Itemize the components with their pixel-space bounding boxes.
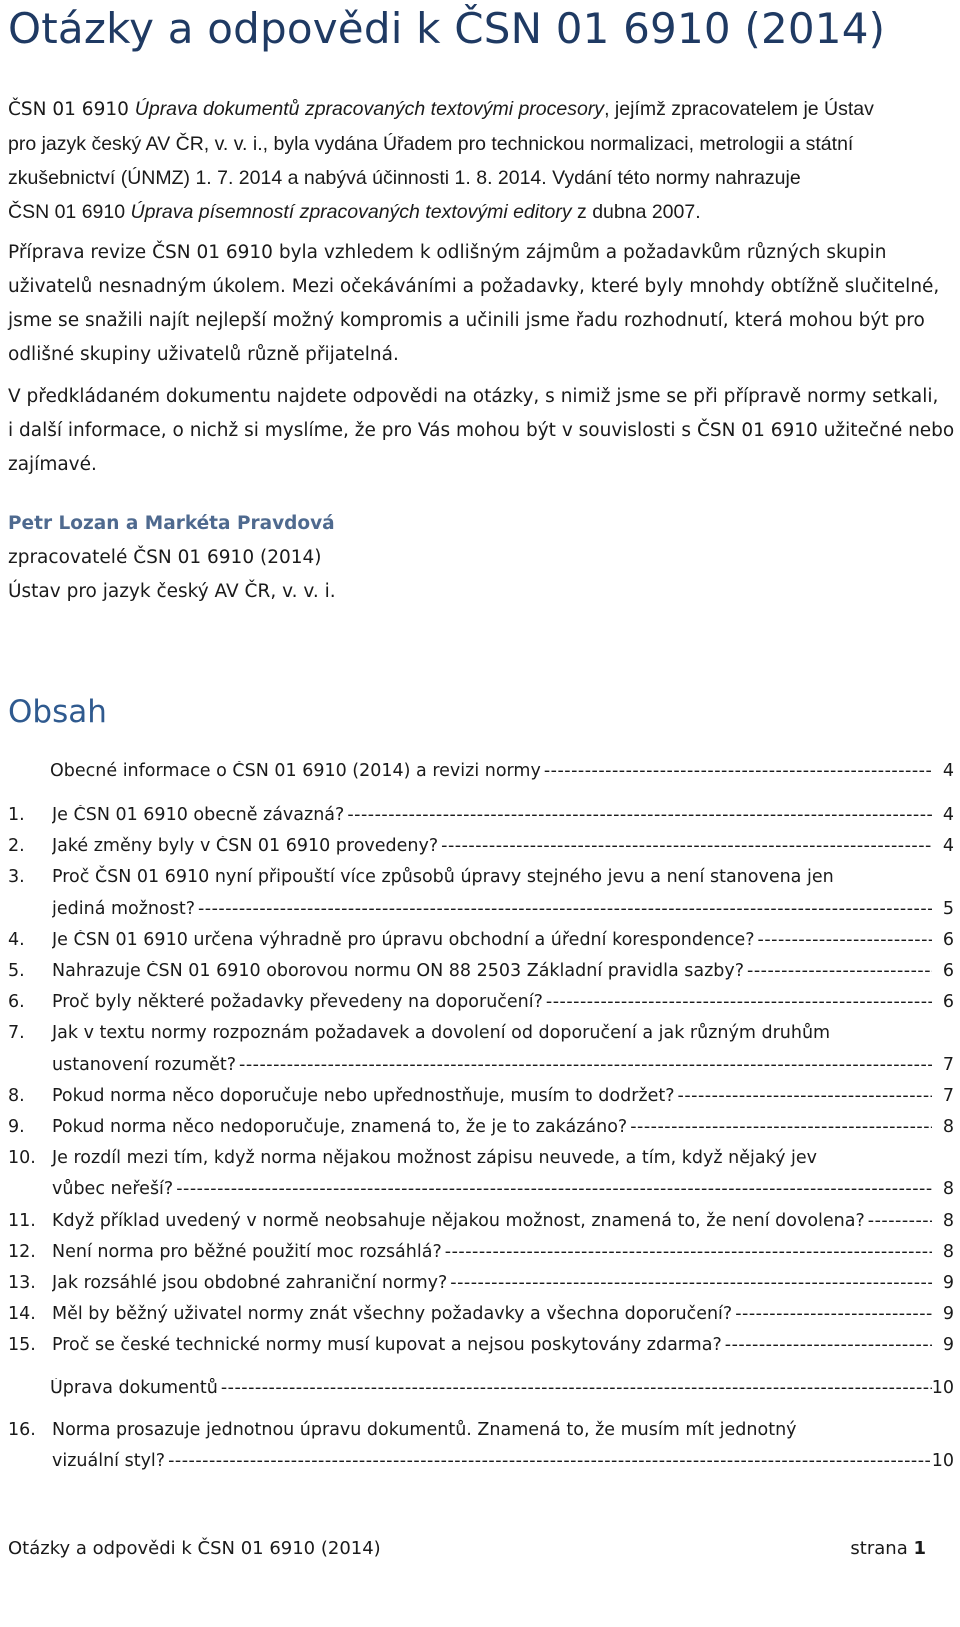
toc-page-number: 6 [942,961,954,981]
toc-page-number: 9 [942,1335,954,1356]
leader-dots [544,761,932,781]
toc-entry-text: Pokud norma něco nedoporučuje, znamená to, že je to zakázáno? [52,1117,628,1137]
toc-item[interactable] [0,1242,960,1273]
toc-entry-text: Proč se české technické normy musí kupovat a nejsou poskytovány zdarma? [52,1335,722,1356]
intro-paragraph-3 [8,380,955,482]
text: ČSN 01 6910 [8,201,131,223]
toc-page-number: 8 [942,1241,954,1262]
toc-entry-text: Norma prosazuje jednotnou úpravu dokumentů. Znamená to, že musím mít jednotný [52,1420,797,1440]
toc-page-number: 8 [942,1117,954,1137]
leader-dots [546,992,932,1012]
leader-dots [198,899,932,919]
toc-entry-text: Proč ČSN 01 6910 nyní připouští více způsobů úpravy stejného jevu a není stanovena jen [52,867,834,888]
toc-entry-text: vizuální styl? [52,1451,166,1472]
text: z dubna 2007. [571,201,701,223]
toc-entry-text: Měl by běžný uživatel normy znát všechny požadavky a všechna doporučení? [52,1304,733,1325]
toc-entry-text: Je ČSN 01 6910 obecně závazná? [52,805,345,825]
text-line: zkušebnictví (ÚNMZ) 1. 7. 2014 a nabývá účinnosti 1. 8. 2014. Vydání této normy nahrazuje [8,167,801,189]
toc-item-number: 9. [8,1117,25,1137]
toc-page-number: 9 [942,1304,954,1325]
toc-section-general[interactable] [0,761,960,791]
toc-item[interactable] [0,992,960,1023]
toc-entry-text: ustanovení rozumět? [52,1054,236,1075]
author-names: Petr Lozan a Markéta Pravdová [8,513,335,534]
toc-entry-text: Je rozdíl mezi tím, když norma nějakou možnost zápisu neuvede, a tím, když nějaký jev [52,1148,817,1169]
toc-item[interactable] [0,1117,960,1148]
toc-page-number: 4 [942,761,954,781]
toc-item-number: 1. [8,805,25,825]
leader-dots [868,1211,932,1231]
intro-paragraph-2 [8,236,943,372]
leader-dots [221,1378,932,1398]
toc-page-number: 8 [942,1179,954,1200]
leader-dots [725,1335,932,1355]
toc-item-number: 15. [8,1335,36,1356]
toc-item-number: 8. [8,1085,25,1106]
text-line: uživatelů nesnadným úkolem. Mezi očekáváními a požadavky, které byly mnohdy obtížně slučitelné, [8,276,940,297]
leader-dots [441,836,932,856]
toc-item-number: 14. [8,1304,36,1325]
leader-dots [735,1304,932,1324]
leader-dots [176,1179,932,1199]
toc-item[interactable] [0,930,960,961]
leader-dots [168,1451,932,1471]
norm-title: Úprava dokumentů zpracovaných textovými procesory [134,98,605,120]
toc-item[interactable] [0,1211,960,1242]
text: , jejímž zpracovatelem je Ústav [604,98,874,120]
footer-title: Otázky a odpovědi k ČSN 01 6910 (2014) [8,1538,381,1559]
toc-item[interactable] [0,836,960,867]
toc-page-number: 10 [931,1451,954,1472]
leader-dots [747,961,932,981]
text-line: V předkládaném dokumentu najdete odpovědi na otázky, s nimiž jsme se při přípravě normy setkali, [8,386,939,407]
toc-page-number: 4 [942,805,954,825]
toc-entry-text: Pokud norma něco doporučuje nebo upřednostňuje, musím to dodržet? [52,1085,675,1106]
author-role: zpracovatelé ČSN 01 6910 (2014) [8,547,322,568]
text-line: pro jazyk český AV ČR, v. v. i., byla vydána Úřadem pro technickou normalizaci, metrologii a státní [8,133,854,155]
toc-entry-text: Jak v textu normy rozpoznám požadavek a dovolení od doporučení a jak různým druhům [52,1023,831,1044]
toc-item[interactable] [0,805,960,836]
toc-page-number: 6 [942,929,954,950]
toc-entry-text: Když příklad uvedený v normě neobsahuje nějakou možnost, znamená to, že není dovolena? [52,1210,865,1231]
toc-item-number: 13. [8,1273,36,1293]
toc-entry-text: vůbec neřeší? [52,1179,174,1200]
leader-dots [758,930,932,950]
text-line: zajímavé. [8,454,97,475]
toc-page-number: 7 [942,1085,954,1106]
author-institution: Ústav pro jazyk český AV ČR, v. v. i. [8,581,336,602]
document-title: Otázky a odpovědi k ČSN 01 6910 (2014) [8,4,886,53]
text-line: odlišné skupiny uživatelů různě přijatelná. [8,344,399,365]
toc-item-number: 11. [8,1210,36,1231]
toc-item-number: 4. [8,929,25,950]
toc-page-number: 6 [942,992,954,1013]
text-line: jsme se snažili najít nejlepší možný kompromis a učinili jsme řadu rozhodnutí, která mohou být pro [8,310,925,331]
toc-item[interactable] [0,1148,960,1210]
toc-item[interactable] [0,1273,960,1304]
toc-item-number: 10. [8,1148,36,1169]
toc-item-number: 3. [8,867,25,888]
toc-section-document-layout[interactable] [0,1378,960,1408]
toc-item[interactable] [0,867,960,929]
toc-entry-text: Není norma pro běžné použití moc rozsáhlá? [52,1241,442,1262]
toc-item[interactable] [0,1335,960,1366]
toc-heading: Obsah [8,694,107,730]
leader-dots [450,1273,932,1293]
leader-dots [630,1117,932,1137]
toc-item[interactable] [0,961,960,992]
toc-entry-text: Je ČSN 01 6910 určena výhradně pro úpravu obchodní a úřední korespondence? [52,929,755,950]
toc-item-number: 6. [8,992,25,1013]
toc-item-number: 7. [8,1023,25,1044]
toc-item-number: 2. [8,836,25,857]
toc-entry-text: Obecné informace o ČSN 01 6910 (2014) a revizi normy [50,761,541,781]
old-norm-title: Úprava písemností zpracovaných textovými editory [130,201,572,223]
toc-page-number: 9 [942,1273,954,1293]
toc-entry-text: Jaké změny byly v ČSN 01 6910 provedeny? [52,836,439,857]
toc-page-number: 10 [931,1378,954,1398]
toc-entry-text: Jak rozsáhlé jsou obdobné zahraniční normy? [52,1273,448,1293]
footer-page-label: strana [850,1538,908,1559]
footer-page [850,1538,926,1559]
toc-item-number: 12. [8,1241,36,1262]
toc-entry-text: jediná možnost? [52,898,195,919]
csn-ref: ČSN 01 6910 [8,99,135,120]
toc-page-number: 4 [942,836,954,857]
toc-page-number: 8 [942,1210,954,1231]
toc-page-number: 7 [942,1054,954,1075]
authors-block [8,507,336,609]
leader-dots [347,805,932,825]
footer-page-number: 1 [913,1538,926,1559]
leader-dots [678,1086,933,1106]
toc-item[interactable] [0,1420,960,1482]
intro-paragraph-1 [8,92,943,229]
toc-entry-text: Úprava dokumentů [50,1378,218,1398]
toc-item-number: 5. [8,961,25,981]
toc-item[interactable] [0,1023,960,1085]
toc-item-number: 16. [8,1420,36,1440]
text-line: i další informace, o nichž si myslíme, že pro Vás mohou být v souvislosti s ČSN 01 6910 užitečné nebo [8,420,955,441]
leader-dots [239,1055,932,1075]
toc-item[interactable] [0,1086,960,1117]
toc-page-number: 5 [942,898,954,919]
toc-entry-text: Nahrazuje ČSN 01 6910 oborovou normu ON 88 2503 Základní pravidla sazby? [52,961,745,981]
leader-dots [445,1242,932,1262]
text-line: Příprava revize ČSN 01 6910 byla vzhledem k odlišným zájmům a požadavkům různých skupin [8,242,887,263]
toc-item[interactable] [0,1304,960,1335]
toc-entry-text: Proč byly některé požadavky převedeny na doporučení? [52,992,543,1013]
